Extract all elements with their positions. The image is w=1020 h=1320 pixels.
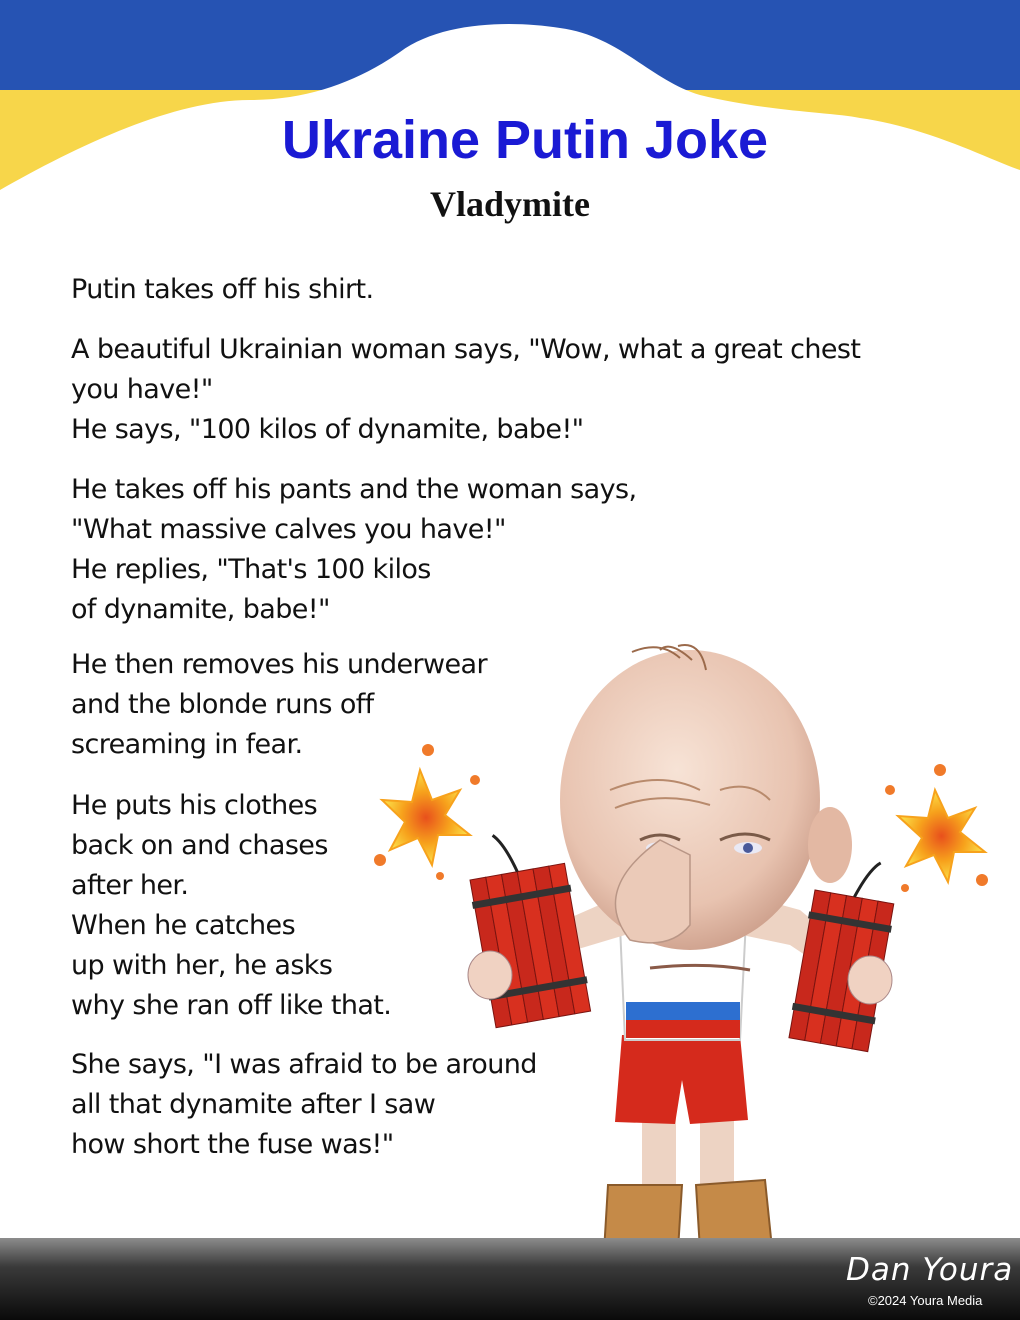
joke-line: She says, "I was afraid to be around	[71, 1049, 537, 1080]
explosion-icon	[885, 764, 988, 892]
joke-line: and the blonde runs off	[71, 689, 374, 720]
joke-line: He then removes his underwear	[71, 649, 487, 680]
joke-line: you have!"	[71, 374, 213, 405]
joke-paragraph-3	[71, 470, 636, 630]
red-shorts	[615, 1035, 748, 1124]
joke-line: back on and chases	[71, 830, 328, 861]
joke-paragraph-1	[71, 270, 374, 310]
joke-line: how short the fuse was!"	[71, 1129, 394, 1160]
page-subtitle: Vladymite	[430, 184, 590, 224]
legs	[604, 1110, 772, 1252]
joke-line: A beautiful Ukrainian woman says, "Wow, what a great chest	[71, 334, 861, 365]
dynamite-icon	[787, 852, 902, 1052]
joke-line: When he catches	[71, 910, 296, 941]
joke-line: screaming in fear.	[71, 729, 303, 760]
joke-line: He puts his clothes	[71, 790, 318, 821]
joke-line: He says, "100 kilos of dynamite, babe!"	[71, 414, 584, 445]
joke-line: "What massive calves you have!"	[71, 514, 506, 545]
explosion-icon	[374, 744, 480, 880]
joke-line: up with her, he asks	[71, 950, 333, 981]
author-signature: Dan Youra	[846, 1252, 1014, 1288]
joke-line: Putin takes off his shirt.	[71, 274, 374, 305]
caricature-illustration	[360, 640, 1000, 1260]
joke-line: why she ran off like that.	[71, 990, 392, 1021]
page-title: Ukraine Putin Joke	[281, 110, 769, 170]
joke-paragraph-2	[71, 330, 860, 450]
joke-line: all that dynamite after I saw	[71, 1089, 436, 1120]
joke-line: He takes off his pants and the woman says,	[71, 474, 637, 505]
joke-paragraph-5	[71, 786, 391, 1026]
joke-line: of dynamite, babe!"	[71, 594, 330, 625]
copyright-notice: ©2024 Youra Media	[868, 1293, 983, 1308]
joke-line: He replies, "That's 100 kilos	[71, 554, 431, 585]
joke-line: after her.	[71, 870, 189, 901]
